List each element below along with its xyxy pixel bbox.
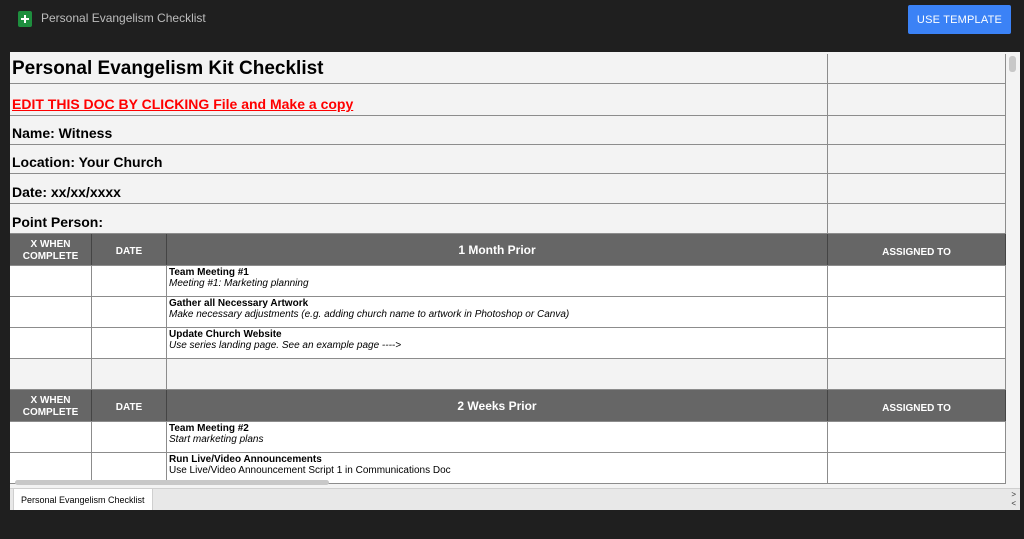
table-row bbox=[10, 328, 1006, 359]
sheet-tab[interactable]: Personal Evangelism Checklist bbox=[13, 489, 153, 510]
tab-scroll-arrows[interactable] bbox=[1011, 490, 1016, 508]
date-input-cell[interactable] bbox=[92, 422, 167, 452]
empty-cell[interactable] bbox=[10, 359, 92, 389]
empty-cell[interactable] bbox=[828, 54, 1006, 83]
date-input-cell[interactable] bbox=[92, 328, 167, 358]
empty-cell[interactable] bbox=[828, 84, 1006, 115]
assigned-to-header: ASSIGNED TO bbox=[828, 390, 1006, 421]
use-template-button[interactable]: USE TEMPLATE bbox=[908, 5, 1011, 34]
task-cell[interactable] bbox=[167, 422, 828, 452]
name-row bbox=[10, 116, 1006, 145]
complete-cell[interactable] bbox=[10, 328, 92, 358]
empty-cell[interactable] bbox=[167, 359, 828, 389]
table-row bbox=[10, 297, 1006, 328]
table-row bbox=[10, 422, 1006, 453]
title-row bbox=[10, 54, 1006, 84]
complete-cell[interactable] bbox=[10, 453, 92, 483]
task-cell[interactable] bbox=[167, 266, 828, 296]
assigned-cell[interactable] bbox=[828, 422, 1006, 452]
tab-scroll-right-icon[interactable]: > bbox=[1011, 490, 1016, 499]
task-cell[interactable] bbox=[167, 297, 828, 327]
point-person-text: Point Person: bbox=[12, 214, 104, 230]
edit-notice-row bbox=[10, 84, 1006, 116]
empty-cell[interactable] bbox=[828, 116, 1006, 144]
assigned-to-header: ASSIGNED TO bbox=[828, 234, 1006, 265]
task-title: Team Meeting #2 bbox=[169, 423, 249, 434]
section-heading: 1 Month Prior bbox=[167, 234, 828, 265]
location-row bbox=[10, 145, 1006, 174]
tab-scroll-left-icon[interactable]: < bbox=[1011, 499, 1016, 508]
empty-cell[interactable] bbox=[828, 359, 1006, 389]
date-input-cell[interactable] bbox=[92, 453, 167, 483]
table-row bbox=[10, 266, 1006, 297]
date-text: Date: xx/xx/xxxx bbox=[12, 184, 121, 200]
task-title: Run Live/Video Announcements bbox=[169, 454, 322, 465]
google-sheets-icon bbox=[18, 11, 32, 27]
sheet-grid bbox=[10, 54, 1006, 484]
location-cell[interactable] bbox=[10, 145, 828, 173]
task-title: Team Meeting #1 bbox=[169, 267, 249, 278]
vertical-scrollbar[interactable] bbox=[1009, 56, 1016, 72]
sheet-title: Personal Evangelism Kit Checklist bbox=[12, 58, 324, 79]
task-description: Make necessary adjustments (e.g. adding church name to artwork in Photoshop or Canva) bbox=[169, 309, 570, 320]
section-header-row bbox=[10, 234, 1006, 266]
edit-notice-cell[interactable] bbox=[10, 84, 828, 115]
location-text: Location: Your Church bbox=[12, 154, 163, 170]
task-description: Use Live/Video Announcement Script 1 in Communications Doc bbox=[169, 465, 451, 476]
date-input-cell[interactable] bbox=[92, 297, 167, 327]
x-when-complete-header: X WHEN COMPLETE bbox=[10, 234, 92, 265]
assigned-cell[interactable] bbox=[828, 453, 1006, 483]
assigned-cell[interactable] bbox=[828, 328, 1006, 358]
assigned-cell[interactable] bbox=[828, 266, 1006, 296]
task-description: Start marketing plans bbox=[169, 434, 264, 445]
horizontal-scrollbar[interactable] bbox=[15, 480, 329, 485]
spreadsheet bbox=[10, 52, 1020, 510]
empty-cell[interactable] bbox=[92, 359, 167, 389]
assigned-cell[interactable] bbox=[828, 297, 1006, 327]
point-person-row bbox=[10, 204, 1006, 234]
empty-cell[interactable] bbox=[828, 204, 1006, 233]
edit-notice-link[interactable]: EDIT THIS DOC BY CLICKING File and Make a copy bbox=[12, 96, 354, 112]
document-title: Personal Evangelism Checklist bbox=[41, 11, 206, 25]
task-cell[interactable] bbox=[167, 453, 828, 483]
x-when-complete-header: X WHEN COMPLETE bbox=[10, 390, 92, 421]
point-person-cell[interactable] bbox=[10, 204, 828, 233]
task-description: Use series landing page. See an example page ----> bbox=[169, 340, 402, 351]
task-description: Meeting #1: Marketing planning bbox=[169, 278, 309, 289]
date-header: DATE bbox=[92, 390, 167, 421]
empty-cell[interactable] bbox=[828, 174, 1006, 203]
task-title: Update Church Website bbox=[169, 329, 282, 340]
date-header: DATE bbox=[92, 234, 167, 265]
date-input-cell[interactable] bbox=[92, 266, 167, 296]
name-text: Name: Witness bbox=[12, 125, 113, 141]
task-title: Gather all Necessary Artwork bbox=[169, 298, 309, 309]
date-cell[interactable] bbox=[10, 174, 828, 203]
empty-row bbox=[10, 359, 1006, 390]
empty-cell[interactable] bbox=[828, 145, 1006, 173]
complete-cell[interactable] bbox=[10, 266, 92, 296]
date-row bbox=[10, 174, 1006, 204]
complete-cell[interactable] bbox=[10, 297, 92, 327]
section-header-row bbox=[10, 390, 1006, 422]
title-cell[interactable] bbox=[10, 54, 828, 83]
task-cell[interactable] bbox=[167, 328, 828, 358]
sheet-tab-bar bbox=[10, 488, 1020, 510]
section-heading: 2 Weeks Prior bbox=[167, 390, 828, 421]
top-bar bbox=[0, 0, 1024, 38]
complete-cell[interactable] bbox=[10, 422, 92, 452]
name-cell[interactable] bbox=[10, 116, 828, 144]
